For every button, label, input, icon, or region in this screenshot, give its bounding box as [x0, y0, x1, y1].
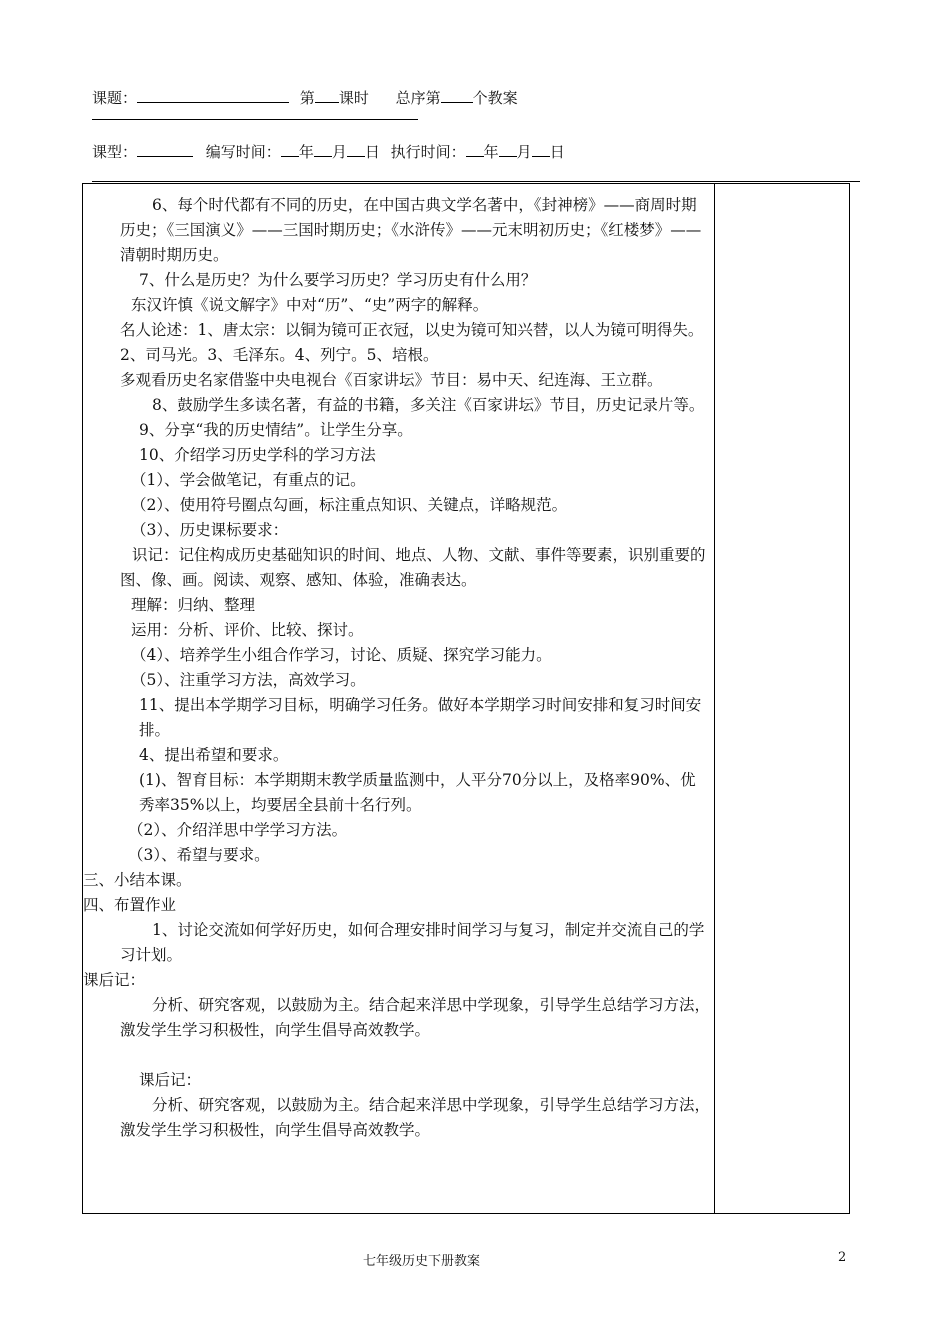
type-label: 课型：	[92, 143, 138, 161]
header-rule-2	[92, 181, 860, 182]
lesson-blank[interactable]	[315, 88, 339, 103]
topic-blank[interactable]	[137, 88, 289, 103]
write-label: 编写时间：	[205, 143, 281, 161]
content-paragraph: 分析、研究客观，以鼓励为主。结合起来洋思中学现象，引导学生总结学习方法，激发学生学习积极性，向学生倡导高效教学。	[120, 1096, 711, 1139]
content-paragraph: 6、每个时代都有不同的历史，在中国古典文学名著中，《封神榜》——商周时期历史；《三国演义》——三国时期历史；《水浒传》——元末明初历史；《红楼梦》——清朝时期历史。	[120, 196, 702, 264]
write-year: 年	[298, 143, 314, 161]
content-paragraph: 9、分享“我的历史情结”。让学生分享。	[139, 421, 413, 439]
write-day-blank[interactable]	[347, 142, 365, 157]
exec-day: 日	[549, 143, 565, 161]
content-paragraph	[83, 1043, 711, 1068]
content-paragraph: 1、讨论交流如何学好历史，如何合理安排时间学习与复习，制定并交流自己的学习计划。	[120, 921, 705, 964]
content-paragraph: （2）、介绍洋思中学学习方法。	[128, 821, 348, 839]
table-column-divider	[714, 184, 715, 1213]
content-paragraph: 课后记：	[83, 971, 146, 989]
content-paragraph: 分析、研究客观，以鼓励为主。结合起来洋思中学现象，引导学生总结学习方法，激发学生学习积极性，向学生倡导高效教学。	[120, 996, 711, 1039]
content-paragraph: 三、小结本课。	[83, 871, 192, 889]
content-paragraph: 运用：分析、评价、比较、探讨。	[131, 621, 364, 639]
header-line-1	[92, 88, 518, 107]
write-month: 月	[331, 143, 347, 161]
content-paragraph: 课后记：	[139, 1071, 202, 1089]
seq-prefix: 总序第	[395, 89, 441, 107]
header-rule-1	[92, 119, 418, 120]
write-month-blank[interactable]	[314, 142, 332, 157]
content-paragraph: （4）、培养学生小组合作学习，讨论、质疑、探究学习能力。	[131, 646, 552, 664]
lesson-prefix: 第	[299, 89, 315, 107]
seq-blank[interactable]	[441, 88, 473, 103]
topic-label: 课题：	[92, 89, 138, 107]
content-paragraph: 8、鼓励学生多读名著，有益的书籍，多关注《百家讲坛》节目，历史记录片等。	[152, 396, 705, 414]
content-paragraph: 4、提出希望和要求。	[139, 746, 289, 764]
content-paragraph: (1)、智育目标：本学期期末教学质量监测中，人平分70分以上，及格率90%、优秀率35%以上，均要居全县前十名行列。	[139, 771, 696, 814]
footer-title: 七年级历史下册教案	[363, 1254, 481, 1269]
exec-year: 年	[483, 143, 499, 161]
content-paragraph: 理解：归纳、整理	[131, 596, 256, 614]
seq-suffix: 个教案	[472, 89, 518, 107]
content-paragraph: 东汉许慎《说文解字》中对“历”、“史”两字的解释。	[131, 296, 489, 314]
content-paragraph: （2）、使用符号圈点勾画，标注重点知识、关键点，详略规范。	[131, 496, 568, 514]
content-paragraph: 四、布置作业	[83, 896, 177, 914]
content-paragraph: 10、介绍学习历史学科的学习方法	[139, 446, 376, 464]
content-paragraph: 名人论述：1、唐太宗：以铜为镜可正衣冠，以史为镜可知兴替，以人为镜可明得失。2、司马光。3、毛泽东。4、列宁。5、培根。	[120, 321, 704, 364]
exec-month: 月	[516, 143, 532, 161]
content-paragraph: （3）、历史课标要求：	[131, 521, 289, 539]
content-paragraph: （5）、注重学习方法，高效学习。	[131, 671, 366, 689]
lesson-content	[83, 193, 711, 1143]
write-year-blank[interactable]	[281, 142, 299, 157]
exec-label: 执行时间：	[390, 143, 466, 161]
lesson-suffix: 课时	[338, 89, 369, 107]
content-paragraph: （1）、学会做笔记，有重点的记。	[131, 471, 366, 489]
content-paragraph: 识记：记住构成历史基础知识的时间、地点、人物、文献、事件等要素，识别重要的图、像、画。阅读、观察、感知、体验，准确表达。	[120, 546, 706, 589]
content-paragraph: 11、提出本学期学习目标，明确学习任务。做好本学期学习时间安排和复习时间安排。	[139, 696, 702, 739]
content-paragraph: 7、什么是历史？为什么要学习历史？学习历史有什么用？	[139, 271, 537, 289]
content-paragraph: 多观看历史名家借鉴中央电视台《百家讲坛》节目：易中天、纪连海、王立群。	[120, 371, 663, 389]
header-line-2	[92, 142, 565, 161]
type-blank[interactable]	[137, 142, 193, 157]
footer-page-number: 2	[838, 1250, 847, 1265]
exec-month-blank[interactable]	[499, 142, 517, 157]
write-day: 日	[364, 143, 380, 161]
exec-day-blank[interactable]	[532, 142, 550, 157]
lesson-table	[82, 183, 850, 1214]
content-paragraph: （3）、希望与要求。	[128, 846, 270, 864]
exec-year-blank[interactable]	[466, 142, 484, 157]
